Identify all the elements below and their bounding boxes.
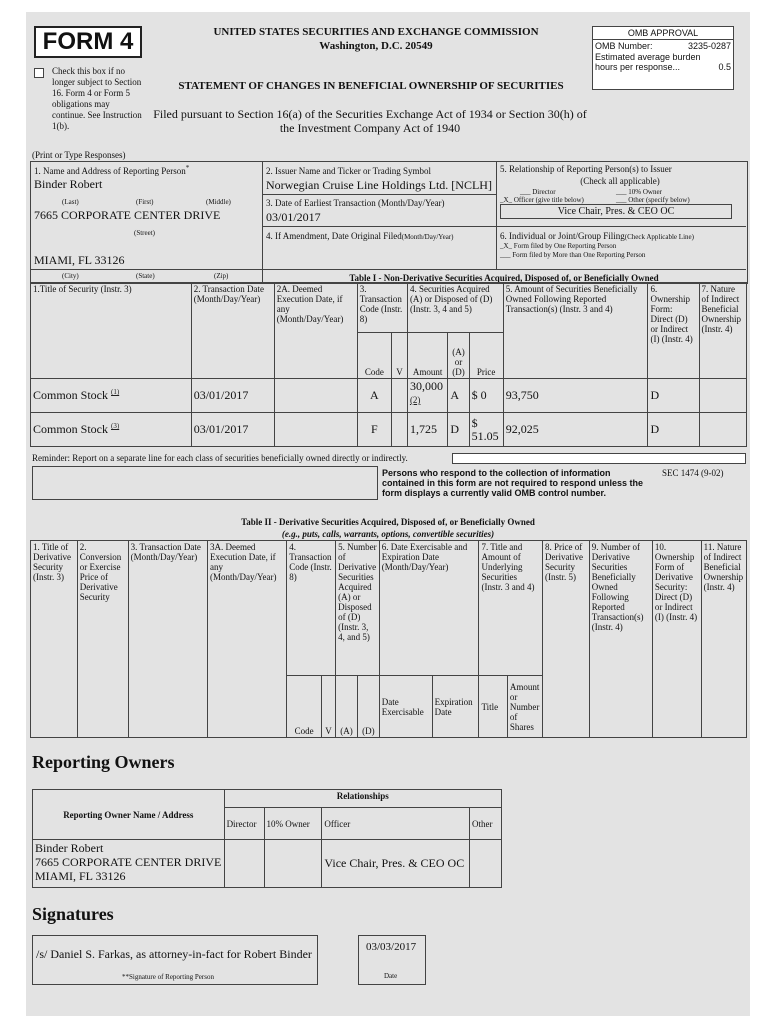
t2-sub-exp: Expiration Date (432, 676, 479, 738)
omb-approval-box (592, 26, 734, 90)
director-option: ___ Director (520, 188, 556, 196)
reminder-box (32, 466, 378, 500)
officer-header: Officer (322, 808, 470, 840)
t1-row1-owned: 93,750 (503, 379, 648, 413)
t2-sub-amount: Amount or Number of Shares (507, 676, 542, 738)
table-row (31, 413, 747, 447)
box4-label: 4. If Amendment, Date Original Filed(Month/Day/Year) (266, 231, 454, 241)
signatures-heading: Signatures (32, 904, 114, 924)
owner-address-line2: MIAMI, FL 33126 (35, 869, 126, 883)
reporting-owners-heading: Reporting Owners (32, 752, 175, 772)
t2-h3: 3. Transaction Date (Month/Day/Year) (128, 541, 207, 738)
table1-title: Table I - Non-Derivative Securities Acquired, Disposed of, or Beneficially Owned (349, 273, 659, 283)
middle-label: (Middle) (206, 198, 231, 206)
t1-row2-nature (699, 413, 746, 447)
reminder-input[interactable] (452, 453, 746, 464)
t2-sub-date-ex: Date Exercisable (379, 676, 432, 738)
city-label: (City) (62, 272, 79, 280)
box5-label: 5. Relationship of Reporting Person(s) to Issuer (500, 164, 672, 174)
filed-pursuant: Filed pursuant to Section 16(a) of the Securities Exchange Act of 1934 or Section 30(h) of the Investment Company Act of 1940 (153, 107, 587, 135)
box6-label: 6. Individual or Joint/Group Filing(Check Applicable Line) (500, 231, 694, 241)
t1-row2-aord: D (448, 413, 469, 447)
table-row (33, 840, 502, 888)
no-longer-subject-text: Check this box if no longer subject to Section 16. Form 4 or Form 5 obligations may continue. See Instruction 1(b). (52, 66, 142, 131)
t2-h4: 4. Transaction Code (Instr. 8) (287, 541, 336, 676)
state-label: (State) (136, 272, 155, 280)
t1-row1-date: 03/01/2017 (191, 379, 274, 413)
owner-name-header: Reporting Owner Name / Address (33, 790, 225, 840)
agency-location: Washington, D.C. 20549 (319, 40, 433, 52)
officer-option: _X_ Officer (give title below) (500, 196, 584, 204)
t2-h7: 7. Title and Amount of Underlying Securities (Instr. 3 and 4) (479, 541, 543, 676)
t2-sub-title: Title (479, 676, 507, 738)
t2-sub-code: Code (287, 676, 322, 738)
box1-label: 1. Name and Address of Reporting Person* (34, 164, 190, 176)
t2-sub-d: (D) (357, 676, 379, 738)
agency-name: UNITED STATES SECURITIES AND EXCHANGE COMMISSION (213, 26, 539, 38)
table2 (30, 540, 747, 738)
t1-h5: 5. Amount of Securities Beneficially Owned Following Reported Transaction(s) (Instr. 3 and 4) (503, 283, 648, 379)
t1-sub-price: Price (469, 333, 503, 379)
t1-h2a: 2A. Deemed Execution Date, if any (Month/Day/Year) (274, 283, 357, 379)
t1-row1-deemed (274, 379, 357, 413)
t1-row1-title: Common Stock $^{(1)}$ (31, 379, 192, 413)
form-title: FORM 4 (34, 26, 142, 58)
omb-approval-heading: OMB APPROVAL (593, 27, 733, 40)
t1-row1-form: D (648, 379, 699, 413)
footnote-link[interactable]: (2) (409, 395, 421, 405)
t2-h8: 8. Price of Derivative Security (Instr. 5) (543, 541, 590, 738)
other-option: ___ Other (specify below) (616, 196, 690, 204)
t2-h5: 5. Number of Derivative Securities Acquired (A) or Disposed of (D) (Instr. 3, 4, and 5) (336, 541, 380, 676)
table-row (31, 379, 747, 413)
t2-h6: 6. Date Exercisable and Expiration Date (Month/Day/Year) (379, 541, 479, 676)
box3-label: 3. Date of Earliest Transaction (Month/Day/Year) (266, 198, 445, 208)
persons-notice: Persons who respond to the collection of information contained in this form are not required to respond unless the form displays a currently valid OMB control number. (382, 468, 644, 498)
reporting-owners-table (32, 789, 502, 888)
director-header: Director (224, 808, 264, 840)
t1-h3: 3. Transaction Code (Instr. 8) (357, 283, 407, 333)
sec-number: SEC 1474 (9-02) (662, 468, 724, 478)
signature-label: **Signature of Reporting Person (122, 973, 214, 981)
first-label: (First) (136, 198, 154, 206)
owner-address-line1: 7665 CORPORATE CENTER DRIVE (35, 855, 222, 869)
statement-title: STATEMENT OF CHANGES IN BENEFICIAL OWNERSHIP OF SECURITIES (178, 80, 564, 92)
t1-row2-deemed (274, 413, 357, 447)
relationships-header: Relationships (224, 790, 501, 808)
t1-h2: 2. Transaction Date (Month/Day/Year) (191, 283, 274, 379)
t1-h1: 1.Title of Security (Instr. 3) (31, 283, 192, 379)
issuer-name: Norwegian Cruise Line Holdings Ltd. [NCLH] (266, 178, 492, 192)
no-longer-subject-checkbox[interactable] (34, 68, 44, 78)
more-person-option: ___ Form filed by More than One Reporting Person (500, 251, 646, 259)
ten-percent-option: ___ 10% Owner (616, 188, 662, 196)
hours-value: 0.5 (718, 62, 731, 72)
t2-sub-v: V (321, 676, 335, 738)
ten-pct-header: 10% Owner (264, 808, 322, 840)
t2-h3a: 3A. Deemed Execution Date, if any (Month/Day/Year) (207, 541, 286, 738)
t1-row2-amount: 1,725 (407, 413, 447, 447)
t2-h1: 1. Title of Derivative Security (Instr. 3) (31, 541, 78, 738)
form-page (26, 12, 750, 1016)
owner-name-address (33, 840, 225, 888)
date-label: Date (384, 972, 398, 980)
table1 (30, 282, 747, 447)
table2-title: Table II - Derivative Securities Acquired, Disposed of, or Beneficially Owned (241, 517, 535, 527)
reporting-person-name: Binder Robert (34, 177, 103, 191)
t1-row2-price: $ 51.05 (469, 413, 503, 447)
footnote-link[interactable]: (1) (111, 388, 120, 396)
t1-row2-owned: 92,025 (503, 413, 648, 447)
one-person-option: _X_ Form filed by One Reporting Person (500, 242, 617, 250)
signature-text: /s/ Daniel S. Farkas, as attorney-in-fact for Robert Binder (36, 947, 312, 961)
t1-row1-code: A (357, 379, 391, 413)
street-label: (Street) (134, 229, 155, 237)
t2-h2: 2. Conversion or Exercise Price of Derivative Security (77, 541, 128, 738)
t1-row2-v (391, 413, 407, 447)
t1-h4: 4. Securities Acquired (A) or Disposed of (D) (Instr. 3, 4 and 5) (407, 283, 503, 333)
zip-label: (Zip) (214, 272, 229, 280)
omb-number-label: OMB Number: (595, 41, 653, 51)
t2-h11: 11. Nature of Indirect Beneficial Ownership (Instr. 4) (701, 541, 746, 738)
t1-h6: 6. Ownership Form: Direct (D) or Indirect (I) (Instr. 4) (648, 283, 699, 379)
t1-sub-amount: Amount (407, 333, 447, 379)
burden-label: Estimated average burden (595, 52, 701, 62)
t1-row2-title: Common Stock $^{(3)}$ (31, 413, 192, 447)
print-type: (Print or Type Responses) (32, 150, 126, 160)
earliest-transaction-date: 03/01/2017 (266, 210, 321, 224)
last-label: (Last) (62, 198, 79, 206)
owner-name: Binder Robert (35, 841, 104, 855)
t1-sub-code: Code (357, 333, 391, 379)
reminder-text: Reminder: Report on a separate line for each class of securities beneficially owned directly or indirectly. (32, 453, 408, 463)
t1-row1-nature (699, 379, 746, 413)
t2-h9: 9. Number of Derivative Securities Beneficially Owned Following Reported Transaction(s) (Instr. 4) (589, 541, 652, 738)
t1-row2-code: F (357, 413, 391, 447)
officer-title-box: Vice Chair, Pres. & CEO OC (500, 204, 732, 219)
check-all-applicable: (Check all applicable) (580, 176, 660, 186)
box2-label: 2. Issuer Name and Ticker or Trading Symbol (266, 166, 431, 176)
reporting-person-city: MIAMI, FL 33126 (34, 253, 125, 267)
t1-h7: 7. Nature of Indirect Beneficial Ownership (Instr. 4) (699, 283, 746, 379)
t1-row1-amount: 30,000 (2) (407, 379, 447, 413)
reporting-person-address: 7665 CORPORATE CENTER DRIVE (34, 208, 221, 222)
t1-row1-price: $ 0 (469, 379, 503, 413)
footnote-link[interactable]: (3) (111, 422, 120, 430)
omb-number: 3235-0287 (687, 41, 731, 51)
t1-sub-aord: (A) or (D) (448, 333, 469, 379)
t1-row2-date: 03/01/2017 (191, 413, 274, 447)
t2-h10: 10. Ownership Form of Derivative Security: Direct (D) or Indirect (I) (Instr. 4) (652, 541, 701, 738)
t1-row1-v (391, 379, 407, 413)
t1-row1-aord: A (448, 379, 469, 413)
other-header: Other (470, 808, 502, 840)
owner-officer-title: Vice Chair, Pres. & CEO OC (322, 840, 470, 888)
table2-subtitle: (e.g., puts, calls, warrants, options, convertible securities) (281, 529, 495, 539)
t1-row2-form: D (648, 413, 699, 447)
t1-sub-v: V (391, 333, 407, 379)
hours-label: hours per response... (595, 62, 681, 72)
t2-sub-a: (A) (336, 676, 358, 738)
signature-date: 03/03/2017 (366, 941, 417, 953)
